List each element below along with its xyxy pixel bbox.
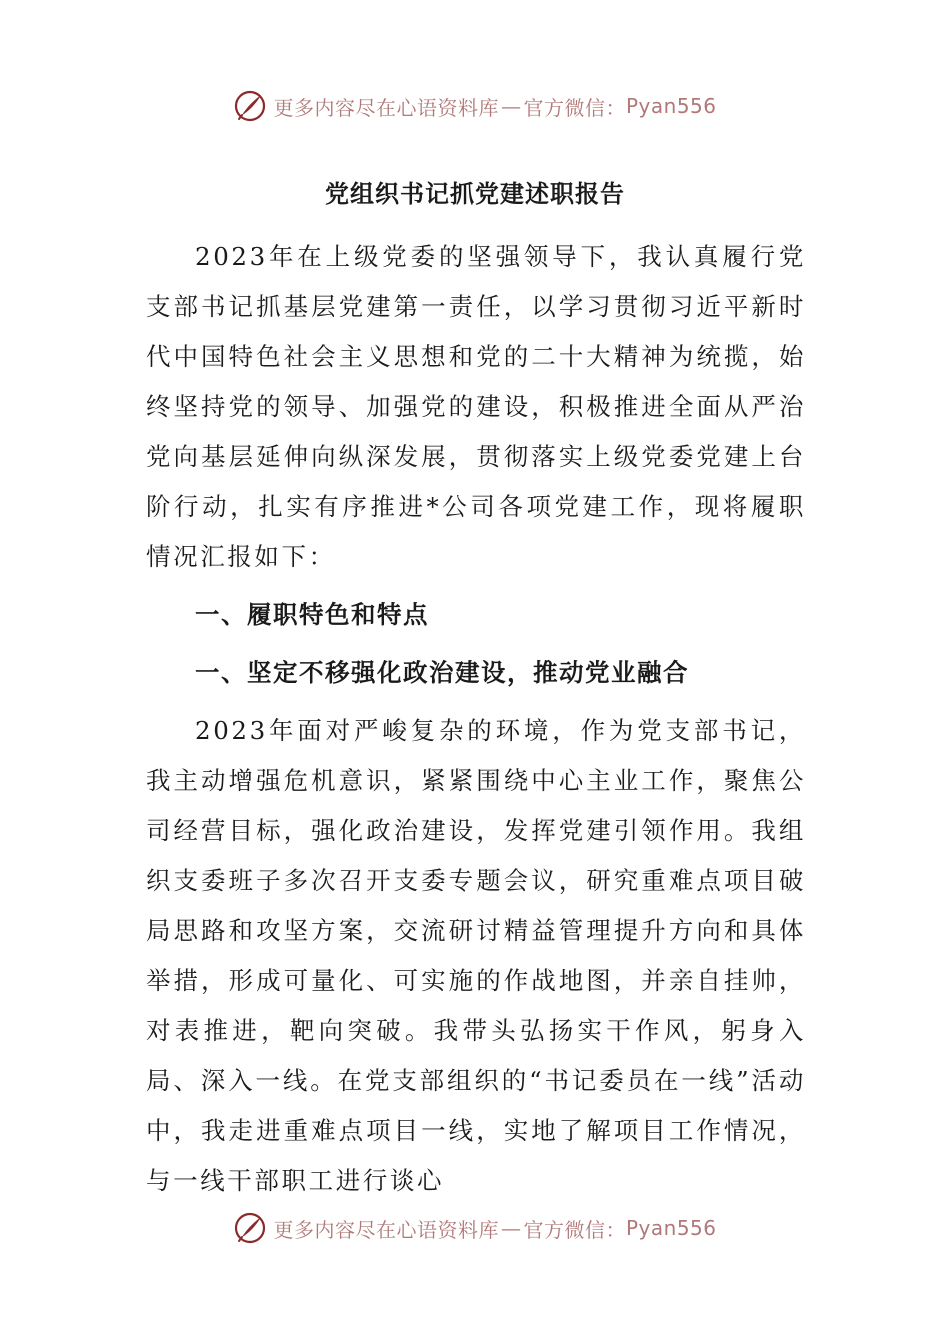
subsection-heading: 一、坚定不移强化政治建设，推动党业融合 bbox=[195, 658, 689, 687]
section-heading: 一、履职特色和特点 bbox=[195, 600, 429, 629]
header-watermark bbox=[0, 84, 950, 128]
watermark-wechat-label: 官方微信： bbox=[523, 1217, 626, 1242]
footer-watermark bbox=[0, 1206, 950, 1250]
watermark-wechat-label: 官方微信： bbox=[523, 95, 626, 120]
watermark-separator: — bbox=[500, 94, 522, 118]
watermark-wechat-id: Pyan556 bbox=[625, 94, 717, 118]
document-title: 党组织书记抓党建述职报告 bbox=[325, 179, 625, 208]
watermark-separator: — bbox=[500, 1216, 522, 1240]
document-body bbox=[146, 232, 806, 1206]
body-paragraph: 2023年面对严峻复杂的环境，作为党支部书记，我主动增强危机意识，紧紧围绕中心主业工作，聚焦公司经营目标，强化政治建设，发挥党建引领作用。我组织支委班子多次召开支委专题会议，研究重难点项目破局思路和攻坚方案，交流研讨精益管理提升方向和具体举措，形成可量化、可实施的作战地图，并亲自挂帅，对表推进，靶向突破。我带头弘扬实干作风，躬身入局、深入一线。在党支部组织的“书记委员在一线”活动中，我走进重难点项目一线，实地了解项目工作情况，与一线干部职工进行谈心 bbox=[146, 716, 806, 1195]
watermark-wechat-id: Pyan556 bbox=[625, 1216, 717, 1240]
quill-pen-logo-icon bbox=[233, 89, 267, 123]
quill-pen-logo-icon bbox=[233, 1211, 267, 1245]
watermark-brand-text: 更多内容尽在心语资料库 bbox=[273, 95, 499, 120]
intro-paragraph: 2023年在上级党委的坚强领导下，我认真履行党支部书记抓基层党建第一责任，以学习贯彻习近平新时代中国特色社会主义思想和党的二十大精神为统揽，始终坚持党的领导、加强党的建设，积极推进全面从严治党向基层延伸向纵深发展，贯彻落实上级党委党建上台阶行动，扎实有序推进*公司各项党建工作，现将履职情况汇报如下： bbox=[146, 242, 806, 571]
watermark-brand-text: 更多内容尽在心语资料库 bbox=[273, 1217, 499, 1242]
